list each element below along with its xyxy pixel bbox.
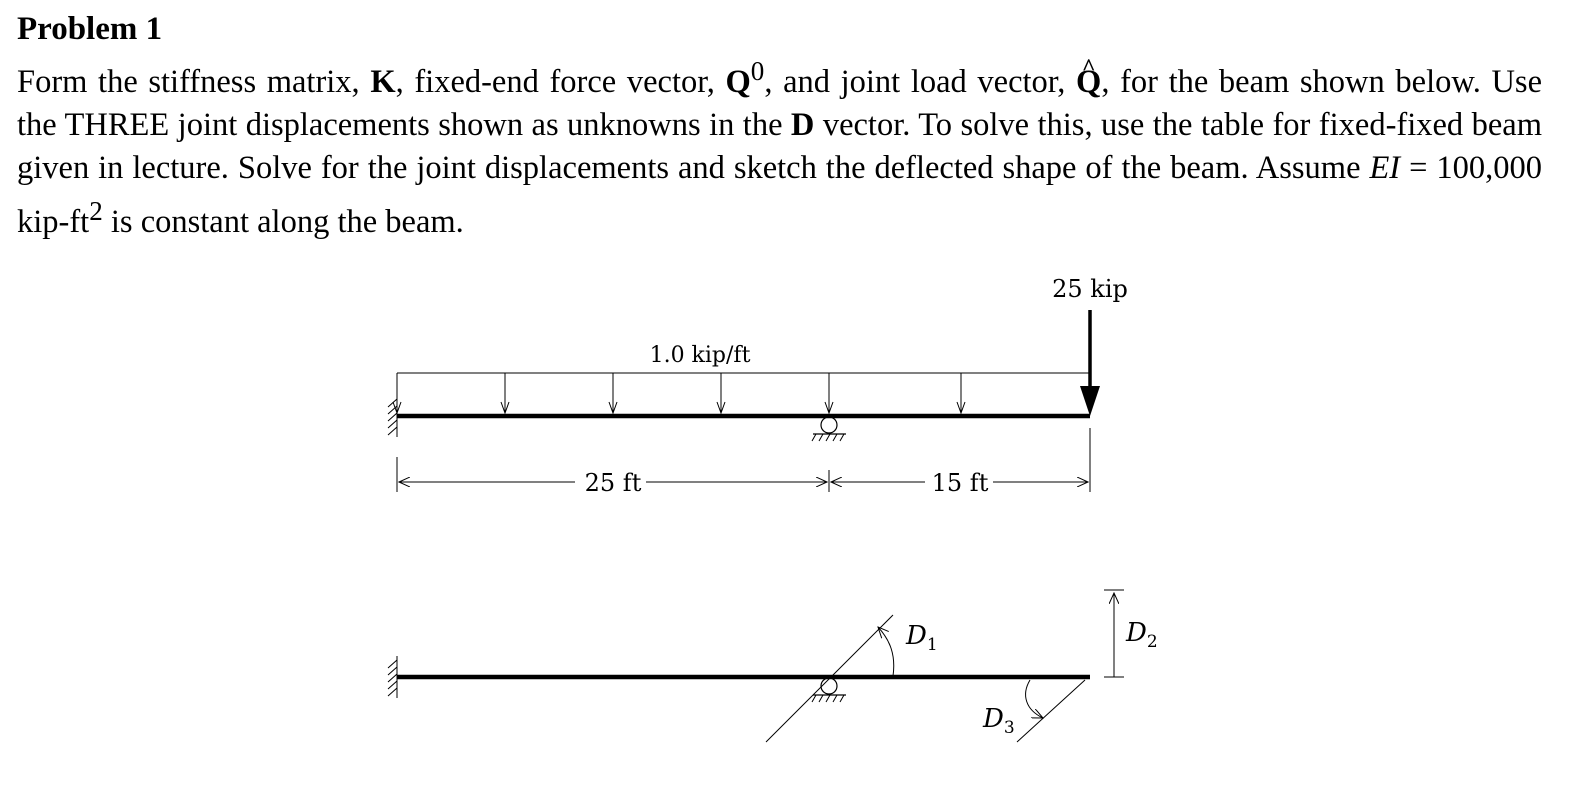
displacement-vector-symbol: D bbox=[790, 106, 815, 143]
para-text-7: is constant along the beam. bbox=[102, 203, 464, 240]
distributed-load-arrows bbox=[393, 373, 1090, 413]
joint-load-symbol: ^ Q bbox=[1076, 61, 1101, 104]
para-text-3: , and joint load vector, bbox=[764, 63, 1077, 100]
d3-label-base: D bbox=[983, 704, 1004, 734]
ft-squared-superscript: 2 bbox=[89, 195, 103, 226]
ei-symbol: EI bbox=[1369, 149, 1401, 186]
fixed-support-left-dof bbox=[388, 656, 397, 698]
para-text-2: , fixed-end force vector, bbox=[395, 63, 726, 100]
distributed-load-label: 1.0 kip/ft bbox=[649, 343, 751, 368]
fixed-end-force-superscript: 0 bbox=[750, 56, 765, 86]
d2-label-base: D bbox=[1126, 618, 1147, 648]
d2-label-sub: 2 bbox=[1146, 632, 1158, 652]
para-text-4: , for the beam shown below. Use the THREE joint displacements shown as unknowns in the bbox=[17, 63, 1542, 143]
roller-support-dof bbox=[812, 678, 846, 702]
d3-label bbox=[982, 704, 1015, 738]
point-load bbox=[1080, 310, 1100, 416]
displacement-d2-indicator bbox=[1104, 590, 1124, 677]
point-load-label: 25 kip bbox=[1052, 275, 1128, 303]
d1-label bbox=[905, 621, 938, 655]
d1-label-base: D bbox=[906, 621, 927, 651]
para-text-6: = 100,000 kip-ft bbox=[17, 149, 1542, 240]
span1-label: 25 ft bbox=[584, 469, 642, 497]
span2-label: 15 ft bbox=[931, 469, 989, 497]
fixed-end-force-symbol: Q bbox=[725, 63, 751, 100]
problem-title: Problem 1 bbox=[17, 11, 163, 47]
roller-support bbox=[812, 417, 846, 441]
para-text-1: Form the stiffness matrix, bbox=[17, 63, 371, 100]
fixed-support-left bbox=[388, 395, 397, 437]
d3-label-sub: 3 bbox=[1003, 718, 1015, 738]
loading-diagram bbox=[388, 275, 1128, 497]
rotation-d3-indicator bbox=[1017, 680, 1085, 742]
d1-label-sub: 1 bbox=[926, 635, 938, 655]
distributed-load bbox=[393, 373, 1090, 413]
d2-label bbox=[1125, 618, 1158, 652]
para-text-5: vector. To solve this, use the table for fixed-fixed beam given in lecture. Solve for the joint displacements and sketch the deflected shape of the beam. Assume bbox=[17, 106, 1542, 186]
stiffness-matrix-symbol: K bbox=[370, 63, 396, 100]
dof-diagram bbox=[388, 590, 1158, 742]
